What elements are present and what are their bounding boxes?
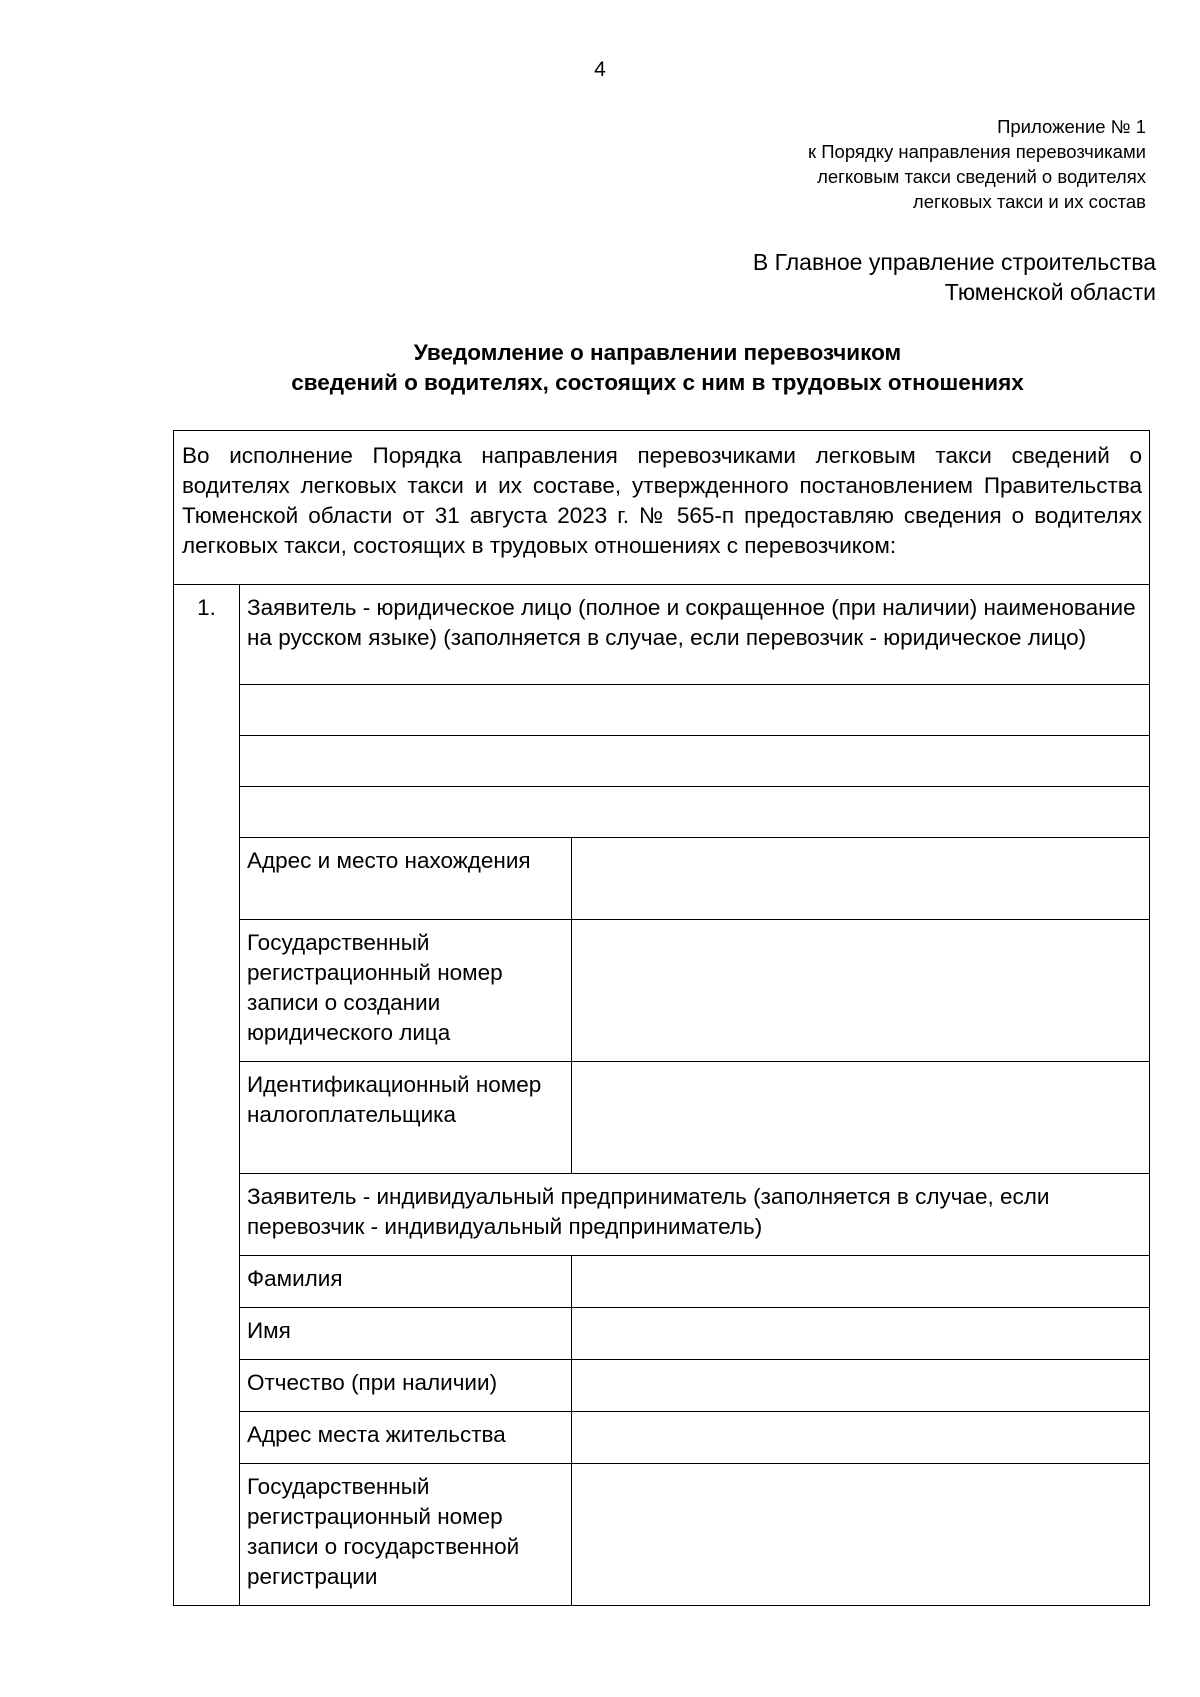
inn-label: Идентификационный номер налогоплательщика xyxy=(240,1062,572,1174)
title-line: сведений о водителях, состоящих с ним в трудовых отношениях xyxy=(291,370,1024,395)
patronymic-row xyxy=(174,1360,1150,1412)
legal-entity-name-field-3[interactable] xyxy=(240,787,1150,838)
ogrn-label: Государственный регистрационный номер записи о создании юридического лица xyxy=(240,920,572,1062)
legal-entity-name-field-2[interactable] xyxy=(240,736,1150,787)
residence-input[interactable] xyxy=(572,1412,1150,1464)
address-label: Адрес и место нахождения xyxy=(240,838,572,920)
name-label: Имя xyxy=(240,1308,572,1360)
legal-entity-name-row xyxy=(174,736,1150,787)
patronymic-input[interactable] xyxy=(572,1360,1150,1412)
legal-entity-name-row xyxy=(174,787,1150,838)
ogrn-input[interactable] xyxy=(572,920,1150,1062)
intro-row xyxy=(174,431,1150,585)
address-row xyxy=(174,838,1150,920)
ogrn-row xyxy=(174,920,1150,1062)
surname-input[interactable] xyxy=(572,1256,1150,1308)
surname-label: Фамилия xyxy=(240,1256,572,1308)
document-title xyxy=(170,338,1145,398)
appendix-line: к Порядку направления перевозчиками xyxy=(808,141,1146,162)
inn-input[interactable] xyxy=(572,1062,1150,1174)
notification-form-table xyxy=(173,430,1150,1606)
appendix-line: легковым такси сведений о водителях xyxy=(817,166,1146,187)
appendix-note xyxy=(586,114,1146,214)
legal-entity-name-row xyxy=(174,685,1150,736)
ip-header: Заявитель - индивидуальный предприниматель (заполняется в случае, если перевозчик - индивидуальный предприниматель) xyxy=(240,1174,1150,1256)
section-number: 1. xyxy=(174,585,240,1606)
name-input[interactable] xyxy=(572,1308,1150,1360)
ogrnip-input[interactable] xyxy=(572,1464,1150,1606)
appendix-line: Приложение № 1 xyxy=(997,116,1146,137)
patronymic-label: Отчество (при наличии) xyxy=(240,1360,572,1412)
inn-row xyxy=(174,1062,1150,1174)
intro-text: Во исполнение Порядка направления перевозчиками легковым такси сведений о водителях легковых такси и их составе, утвержденного постановлением Правительства Тюменской области от 31 августа 2023 г. № 565-п предоставляю сведения о водителях легковых такси, состоящих в трудовых отношениях с перевозчиком: xyxy=(174,431,1150,585)
legal-entity-header-row xyxy=(174,585,1150,685)
addressee-line: В Главное управление строительства xyxy=(752,249,1156,275)
ip-header-row xyxy=(174,1174,1150,1256)
page-number: 4 xyxy=(594,58,606,81)
legal-entity-name-field-1[interactable] xyxy=(240,685,1150,736)
address-input[interactable] xyxy=(572,838,1150,920)
ogrnip-row xyxy=(174,1464,1150,1606)
residence-row xyxy=(174,1412,1150,1464)
residence-label: Адрес места жительства xyxy=(240,1412,572,1464)
title-line: Уведомление о направлении перевозчиком xyxy=(413,340,902,365)
name-row xyxy=(174,1308,1150,1360)
legal-entity-header: Заявитель - юридическое лицо (полное и сокращенное (при наличии) наименование на русском языке) (заполняется в случае, если перевозчик - юридическое лицо) xyxy=(240,585,1150,685)
surname-row xyxy=(174,1256,1150,1308)
ogrnip-label: Государственный регистрационный номер записи о государственной регистрации xyxy=(240,1464,572,1606)
addressee-line: Тюменской области xyxy=(944,279,1156,305)
addressee xyxy=(596,247,1156,307)
appendix-line: легковых такси и их состав xyxy=(912,191,1146,212)
